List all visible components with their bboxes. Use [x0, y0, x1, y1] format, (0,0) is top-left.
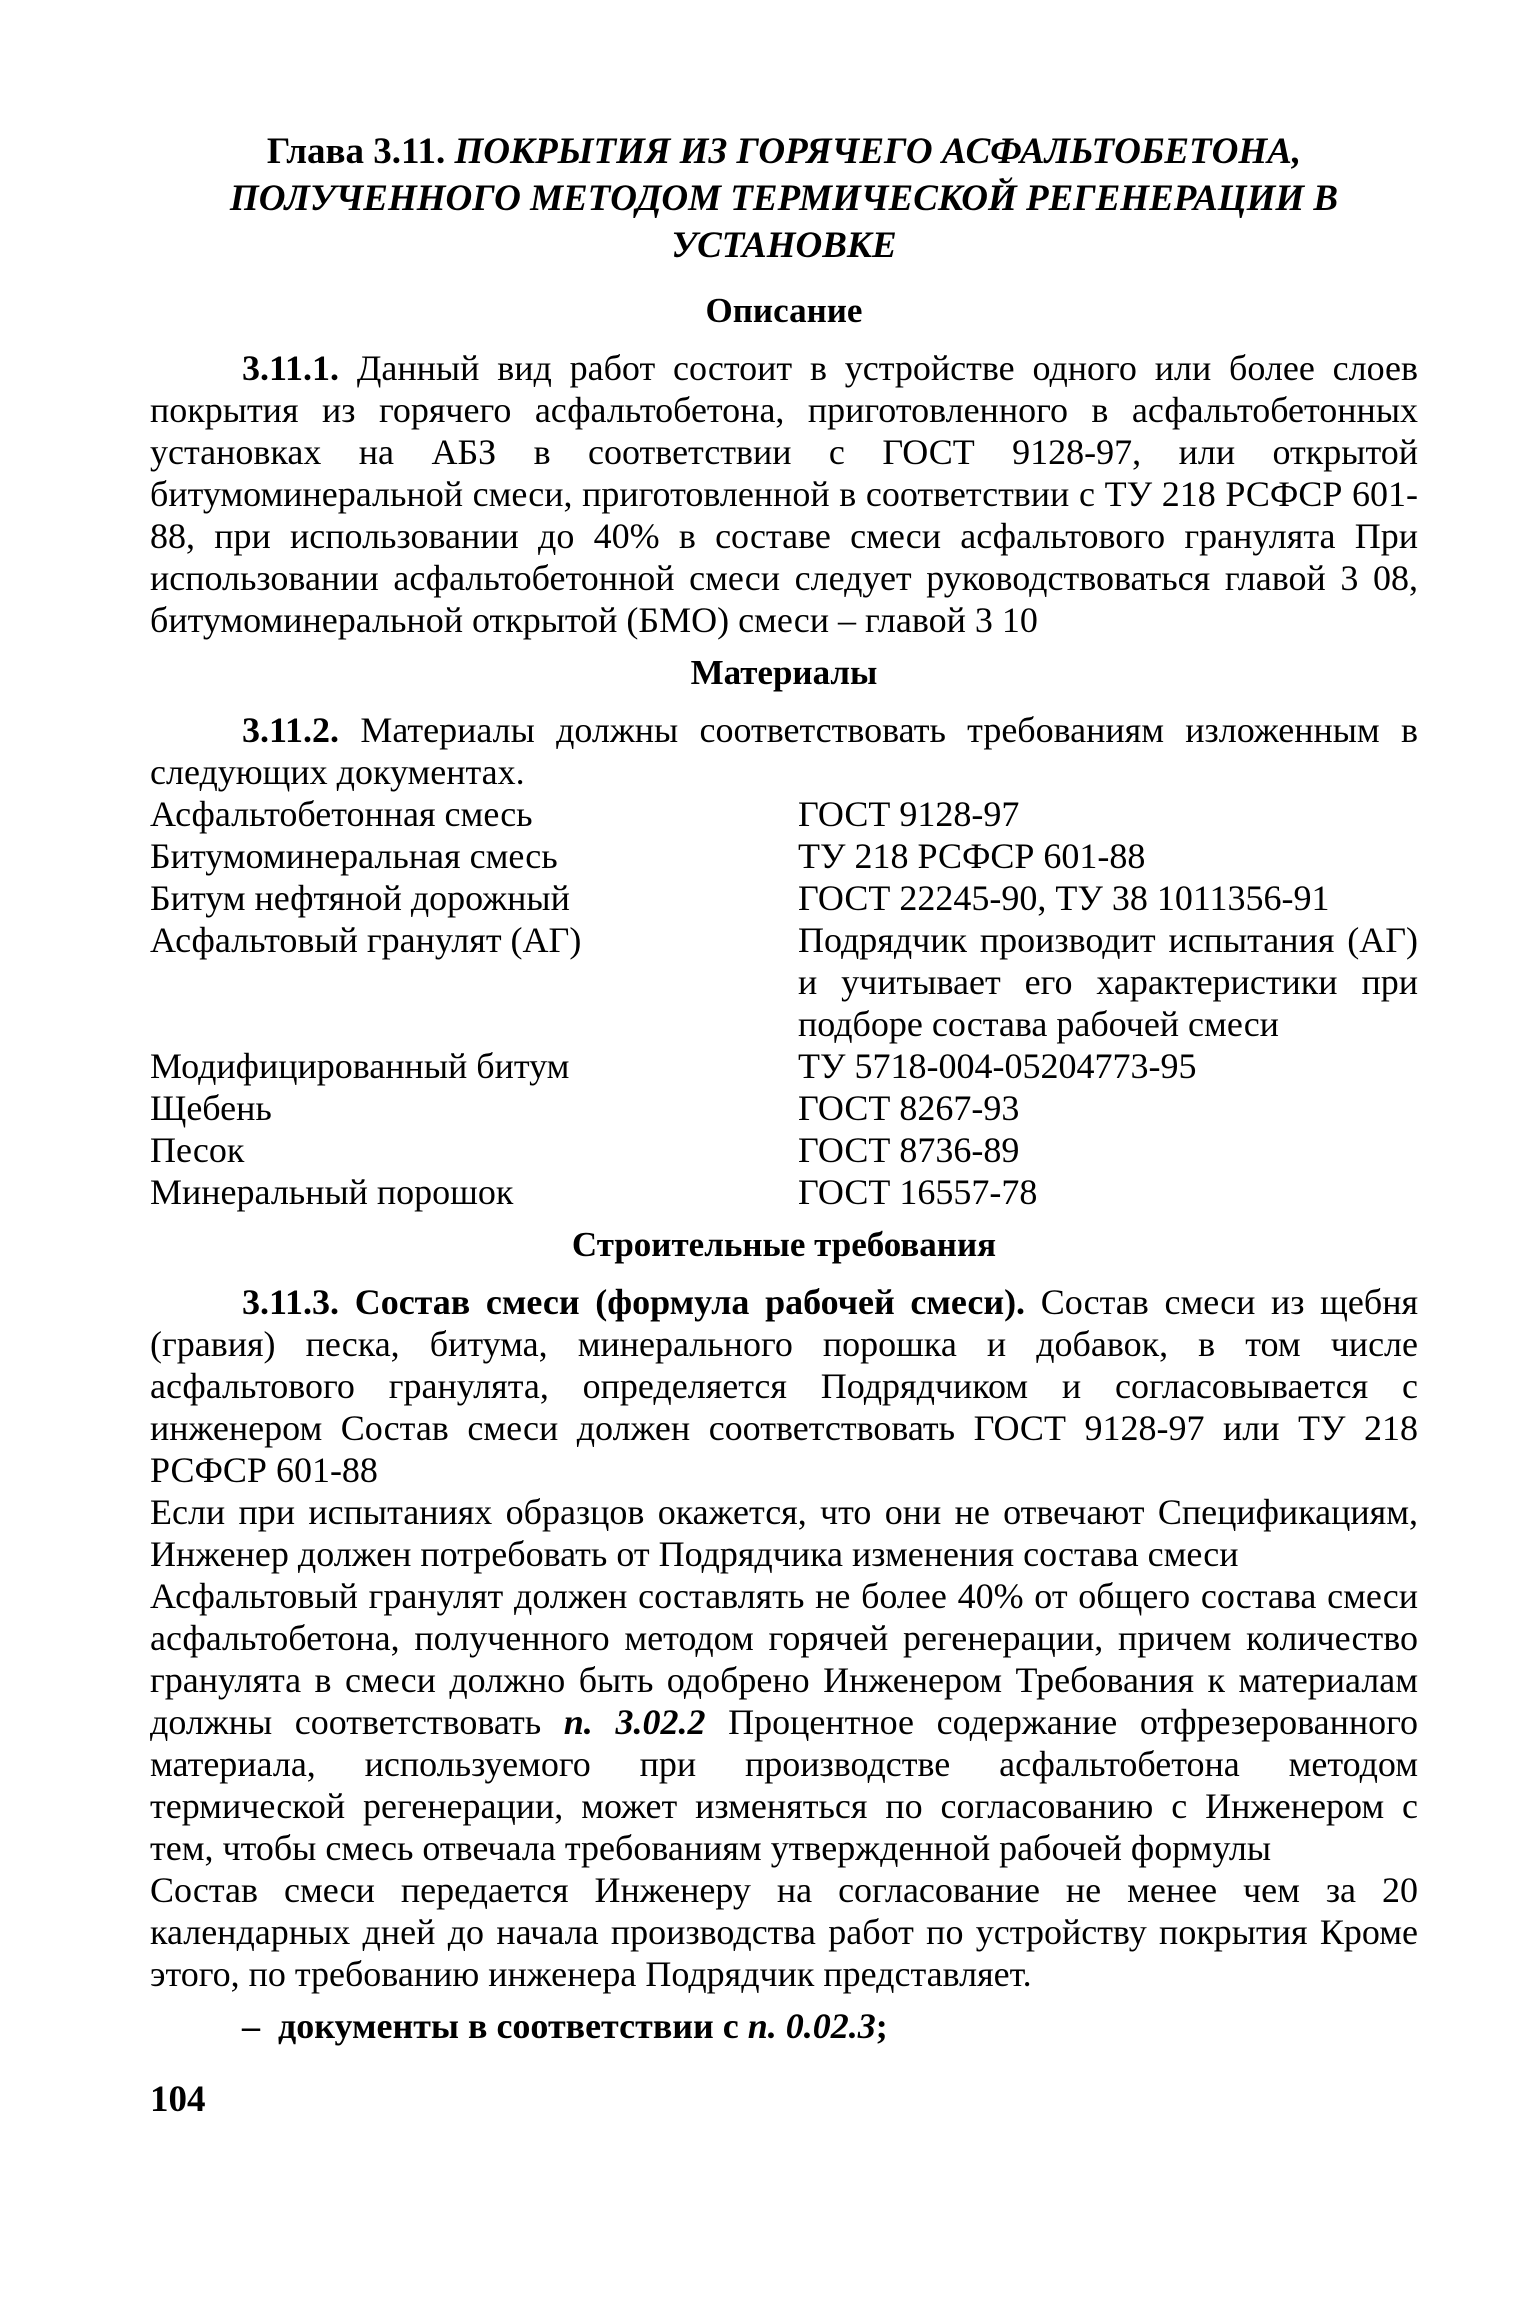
- table-row: [150, 877, 1418, 919]
- paragraph-3-11-1: [150, 347, 1418, 641]
- material-document: ГОСТ 8736-89: [798, 1130, 1020, 1170]
- paragraph-text: Материалы должны соответствовать требованиям изложенным в следующих документах.: [150, 710, 1418, 792]
- chapter-prefix: Глава 3.11.: [266, 131, 446, 172]
- paragraph-text-4: Состав смеси передается Инженеру на согласование не менее чем за 20 календарных дней до начала производства работ по устройству покрытия Кроме этого, по требованию инженера Подрядчик представляет.: [150, 1870, 1418, 1994]
- material-document: ТУ 218 РСФСР 601-88: [798, 836, 1146, 876]
- paragraph-number: 3.11.1.: [242, 348, 340, 388]
- page-number: 104: [150, 2079, 206, 2120]
- chapter-name: ПОКРЫТИЯ ИЗ ГОРЯЧЕГО АСФАЛЬТОБЕТОНА, ПОЛУЧЕННОГО МЕТОДОМ ТЕРМИЧЕСКОЙ РЕГЕНЕРАЦИИ В УСТАНОВКЕ: [229, 131, 1339, 266]
- reference-0-02-3: п. 0.02.3: [747, 2006, 876, 2046]
- paragraph-3-11-3: [150, 1281, 1418, 1491]
- bullet-dash: –: [242, 2006, 260, 2046]
- material-document: ГОСТ 22245-90, ТУ 38 1011356-91: [798, 878, 1330, 918]
- table-row: [150, 1171, 1418, 1213]
- reference-3-02-2: п. 3.02.2: [563, 1702, 706, 1742]
- material-name: Битум нефтяной дорожный: [150, 878, 570, 918]
- paragraph-text: Данный вид работ состоит в устройстве одного или более слоев покрытия из горячего асфальтобетона, приготовленного в асфальтобетонных установках на АБЗ в соответствии с ГОСТ 9128-97, или открытой битумоминеральной смеси, приготовленной в соответствии с ТУ 218 РСФСР 601-88, при использовании до 40% в составе смеси асфальтового гранулята При использовании асфальтобетонной смеси следует руководствоваться главой 3 08, битумоминеральной открытой (БМО) смеси – главой 3 10: [150, 348, 1419, 640]
- material-name: Модифицированный битум: [150, 1046, 570, 1086]
- chapter-title: [150, 128, 1418, 269]
- bullet-end: ;: [875, 2006, 888, 2046]
- table-row: [150, 1045, 1418, 1087]
- materials-table: [150, 793, 1418, 1213]
- material-name: Щебень: [150, 1088, 272, 1128]
- material-document: ГОСТ 8267-93: [798, 1088, 1020, 1128]
- material-document: Подрядчик производит испытания (АГ) и учитывает его характеристики при подборе состава рабочей смеси: [798, 920, 1418, 1044]
- table-row: [150, 793, 1418, 835]
- list-item: [150, 2005, 1418, 2047]
- paragraph-text-2: Если при испытаниях образцов окажется, что они не отвечают Спецификациям, Инженер должен потребовать от Подрядчика изменения состава смеси: [150, 1492, 1418, 1574]
- paragraph-text-3a: Асфальтовый гранулят должен составлять не более 40% от общего состава смеси асфальтобетона, полученного методом горячей регенерации, причем количество гранулята в смеси должно быть одобрено Инженером Требования к материалам должны соответствовать: [150, 1576, 1418, 1742]
- paragraph-text-3b: Процентное содержание отфрезерованного материала, используемого при производстве асфальтобетона методом термической регенерации, может изменяться по согласованию с Инженером с тем, чтобы смесь отвечала требованиям утвержденной рабочей формулы: [150, 1702, 1418, 1868]
- material-name: Асфальтовый гранулят (АГ): [150, 920, 582, 960]
- paragraph-number: 3.11.3.: [242, 1282, 340, 1322]
- bullet-text: документы в соответствии с: [278, 2006, 739, 2046]
- material-document: ТУ 5718-004-05204773-95: [798, 1046, 1197, 1086]
- material-name: Асфальтобетонная смесь: [150, 794, 533, 834]
- material-name: Песок: [150, 1130, 245, 1170]
- paragraph-3-11-2: [150, 709, 1418, 793]
- table-row: [150, 1129, 1418, 1171]
- paragraph-text-3: [150, 1575, 1418, 1869]
- section-heading-construction: Строительные требования: [571, 1225, 997, 1264]
- material-document: ГОСТ 16557-78: [798, 1172, 1038, 1212]
- paragraph-number: 3.11.2.: [242, 710, 340, 750]
- section-heading-description: Описание: [705, 291, 863, 330]
- document-page: [150, 128, 1418, 2047]
- paragraph-lead: Состав смеси (формула рабочей смеси).: [354, 1282, 1026, 1322]
- paragraph-text: Состав смеси из щебня (гравия) песка, битума, минерального порошка и добавок, в том числе асфальтового гранулята, определяется Подрядчиком и согласовывается с инженером Состав смеси должен соответствовать ГОСТ 9128-97 или ТУ 218 РСФСР 601-88: [150, 1282, 1419, 1490]
- section-heading-materials: Материалы: [690, 653, 878, 692]
- table-row: [150, 835, 1418, 877]
- material-name: Битумоминеральная смесь: [150, 836, 558, 876]
- material-name: Минеральный порошок: [150, 1172, 514, 1212]
- table-row: [150, 1087, 1418, 1129]
- table-row: [150, 919, 1418, 1045]
- material-document: ГОСТ 9128-97: [798, 794, 1020, 834]
